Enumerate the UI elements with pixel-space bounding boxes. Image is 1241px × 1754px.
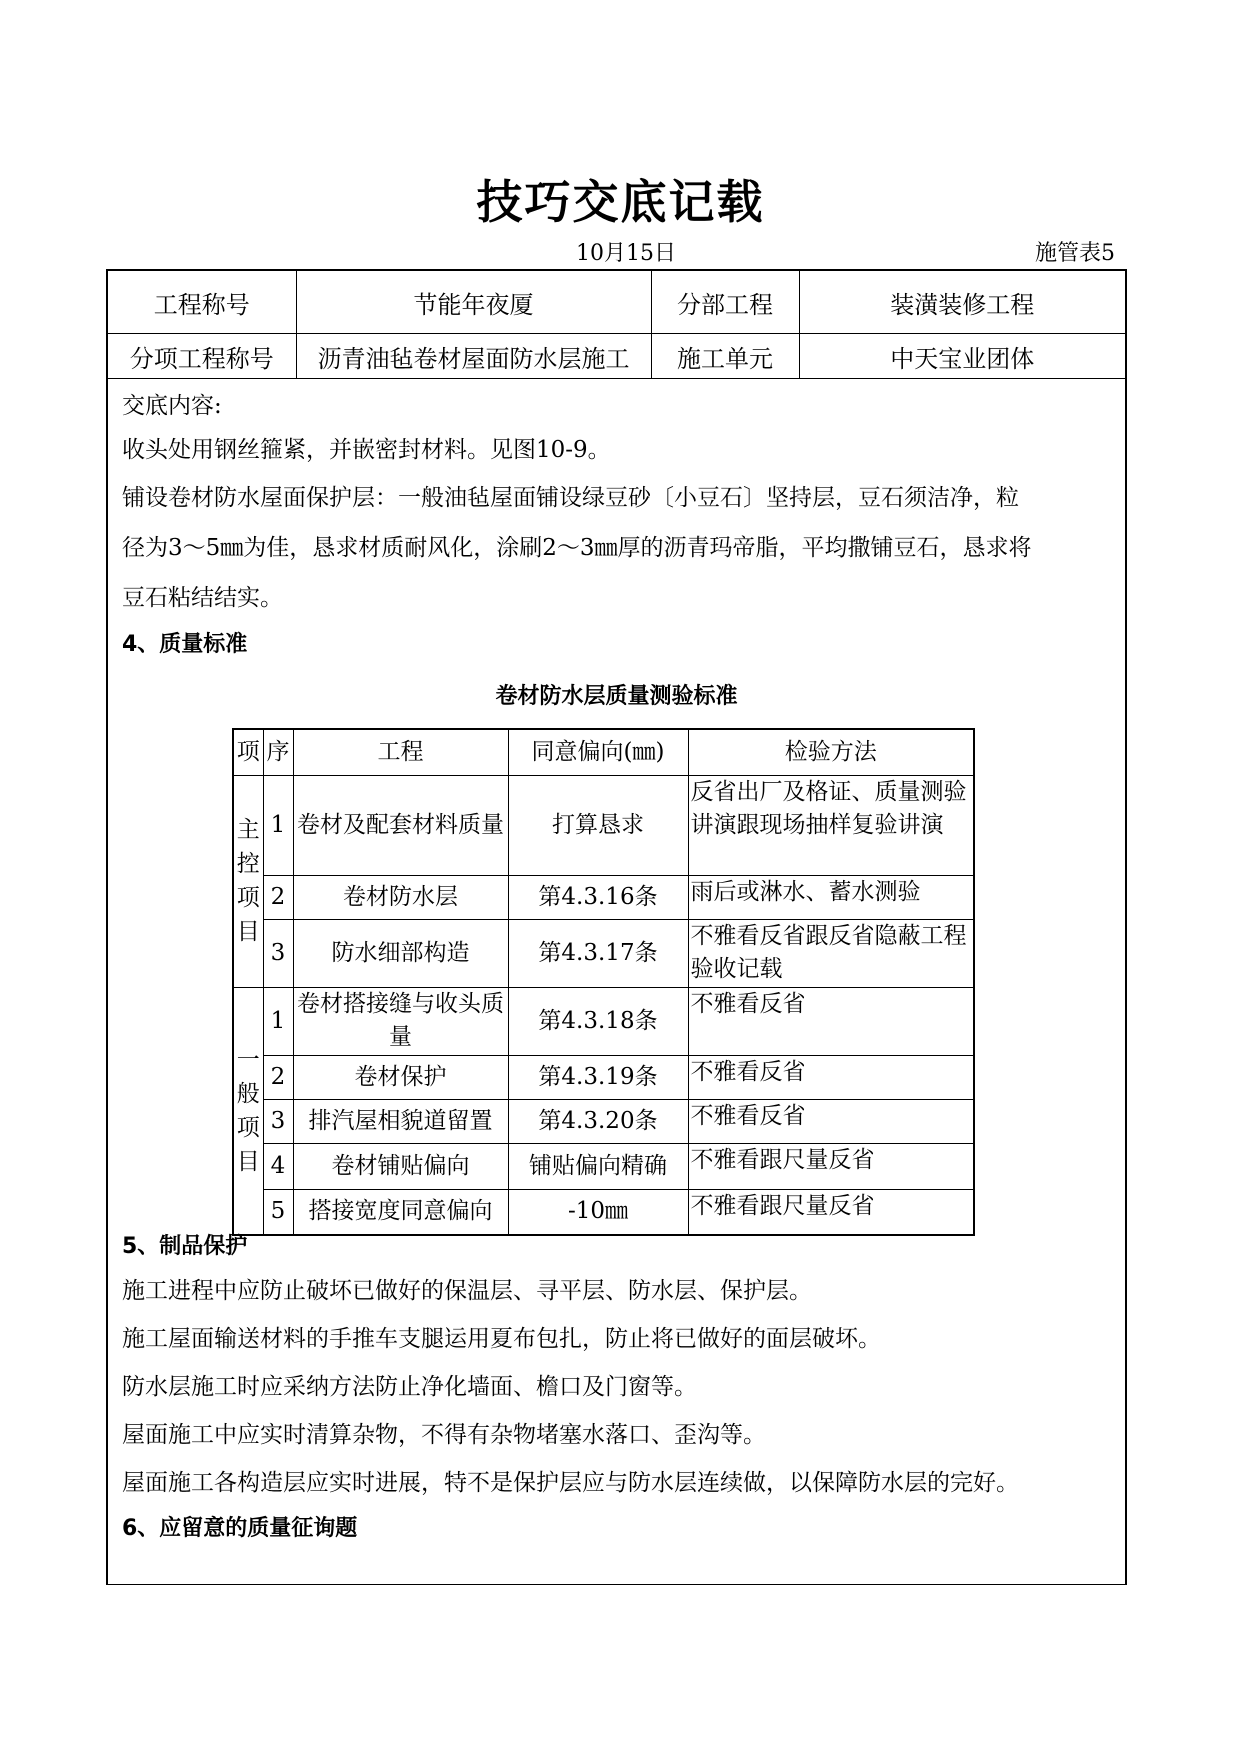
paragraph-2-line-3: 豆石粘结结实。 bbox=[122, 585, 283, 611]
general-group: 一般项目 bbox=[233, 987, 263, 1235]
document-title: 技巧交底记载 bbox=[476, 175, 765, 229]
table-row bbox=[233, 987, 974, 1055]
row-item: 排汽屋相貌道留置 bbox=[293, 1099, 508, 1143]
subitem-label: 分项工程称号 bbox=[108, 334, 296, 379]
row-tolerance: -10㎜ bbox=[508, 1189, 688, 1235]
col-header-tolerance: 同意偏向(㎜) bbox=[508, 729, 688, 775]
row-tolerance: 第4.3.16条 bbox=[508, 875, 688, 919]
section-5-line-4: 屋面施工中应实时清算杂物，不得有杂物堵塞水落口、歪沟等。 bbox=[122, 1422, 766, 1448]
main-control-group: 主控项目 bbox=[233, 775, 263, 987]
row-no: 1 bbox=[263, 775, 293, 875]
division-value: 装潢装修工程 bbox=[799, 271, 1125, 334]
paragraph-1: 收头处用钢丝箍紧，并嵌密封材料。见图10-9。 bbox=[122, 437, 611, 463]
form-number: 施管表5 bbox=[1035, 241, 1115, 266]
intro-label: 交底内容: bbox=[122, 393, 222, 419]
row-item: 卷材搭接缝与收头质量 bbox=[293, 987, 508, 1055]
row-method: 不雅看跟尺量反省 bbox=[688, 1143, 974, 1189]
project-name-label: 工程称号 bbox=[108, 271, 296, 334]
row-item: 卷材防水层 bbox=[293, 875, 508, 919]
section-4-heading: 4、质量标准 bbox=[122, 632, 248, 657]
row-method: 不雅看反省 bbox=[688, 1099, 974, 1143]
row-item: 卷材保护 bbox=[293, 1055, 508, 1099]
content-intro-block bbox=[122, 385, 1112, 667]
col-header-method: 检验方法 bbox=[688, 729, 974, 775]
project-name-value: 节能年夜厦 bbox=[296, 271, 651, 334]
header-table bbox=[108, 271, 1125, 379]
row-method: 不雅看跟尺量反省 bbox=[688, 1189, 974, 1235]
section-6-heading: 6、应留意的质量征询题 bbox=[122, 1516, 358, 1541]
frame-bottom-line bbox=[106, 1584, 1127, 1585]
row-no: 1 bbox=[263, 987, 293, 1055]
row-item: 卷材铺贴偏向 bbox=[293, 1143, 508, 1189]
table-row bbox=[233, 875, 974, 919]
subitem-value: 沥青油毡卷材屋面防水层施工 bbox=[296, 334, 651, 379]
unit-value: 中天宝业团体 bbox=[799, 334, 1125, 379]
row-method: 反省出厂及格证、质量测验讲演跟现场抽样复验讲演 bbox=[688, 775, 974, 875]
table-row bbox=[233, 775, 974, 875]
document-date: 10月15日 bbox=[576, 241, 676, 266]
record-frame bbox=[106, 269, 1127, 1585]
row-no: 2 bbox=[263, 1055, 293, 1099]
col-header-item: 工程 bbox=[293, 729, 508, 775]
row-no: 3 bbox=[263, 919, 293, 987]
section-5-heading: 5、制品保护 bbox=[122, 1234, 248, 1259]
division-label: 分部工程 bbox=[651, 271, 799, 334]
section-5-line-3: 防水层施工时应采纳方法防止净化墙面、檐口及门窗等。 bbox=[122, 1374, 697, 1400]
col-header-category: 项 bbox=[233, 729, 263, 775]
row-no: 3 bbox=[263, 1099, 293, 1143]
section-5-block bbox=[122, 1227, 1112, 1551]
row-tolerance: 第4.3.19条 bbox=[508, 1055, 688, 1099]
col-header-no: 序 bbox=[263, 729, 293, 775]
row-item: 防水细部构造 bbox=[293, 919, 508, 987]
section-5-line-5: 屋面施工各构造层应实时进展，特不是保护层应与防水层连续做，以保障防水层的完好。 bbox=[122, 1470, 1019, 1496]
paragraph-2-line-2: 径为3～5㎜为佳，恳求材质耐风化，涂刷2～3㎜厚的沥青玛帝脂，平均撒铺豆石，恳求将 bbox=[122, 535, 1032, 561]
quality-standard-table bbox=[232, 728, 975, 1236]
row-no: 4 bbox=[263, 1143, 293, 1189]
row-method: 不雅看反省跟反省隐蔽工程验收记载 bbox=[688, 919, 974, 987]
row-tolerance: 铺贴偏向精确 bbox=[508, 1143, 688, 1189]
table-row bbox=[233, 919, 974, 987]
row-method: 不雅看反省 bbox=[688, 987, 974, 1055]
table-row bbox=[233, 1055, 974, 1099]
row-no: 2 bbox=[263, 875, 293, 919]
row-item: 卷材及配套材料质量 bbox=[293, 775, 508, 875]
table-row bbox=[233, 1099, 974, 1143]
row-method: 不雅看反省 bbox=[688, 1055, 974, 1099]
row-tolerance: 打算恳求 bbox=[508, 775, 688, 875]
section-5-line-1: 施工进程中应防止破坏已做好的保温层、寻平层、防水层、保护层。 bbox=[122, 1278, 812, 1304]
section-5-line-2: 施工屋面输送材料的手推车支腿运用夏布包扎，防止将已做好的面层破坏。 bbox=[122, 1326, 881, 1352]
unit-label: 施工单元 bbox=[651, 334, 799, 379]
quality-table-title: 卷材防水层质量测验标准 bbox=[495, 684, 738, 709]
row-tolerance: 第4.3.17条 bbox=[508, 919, 688, 987]
row-tolerance: 第4.3.18条 bbox=[508, 987, 688, 1055]
table-row bbox=[233, 1143, 974, 1189]
row-tolerance: 第4.3.20条 bbox=[508, 1099, 688, 1143]
row-method: 雨后或淋水、蓄水测验 bbox=[688, 875, 974, 919]
row-item: 搭接宽度同意偏向 bbox=[293, 1189, 508, 1235]
row-no: 5 bbox=[263, 1189, 293, 1235]
paragraph-2-line-1: 铺设卷材防水屋面保护层：一般油毡屋面铺设绿豆砂〔小豆石〕坚持层，豆石须洁净，粒 bbox=[122, 485, 1019, 511]
